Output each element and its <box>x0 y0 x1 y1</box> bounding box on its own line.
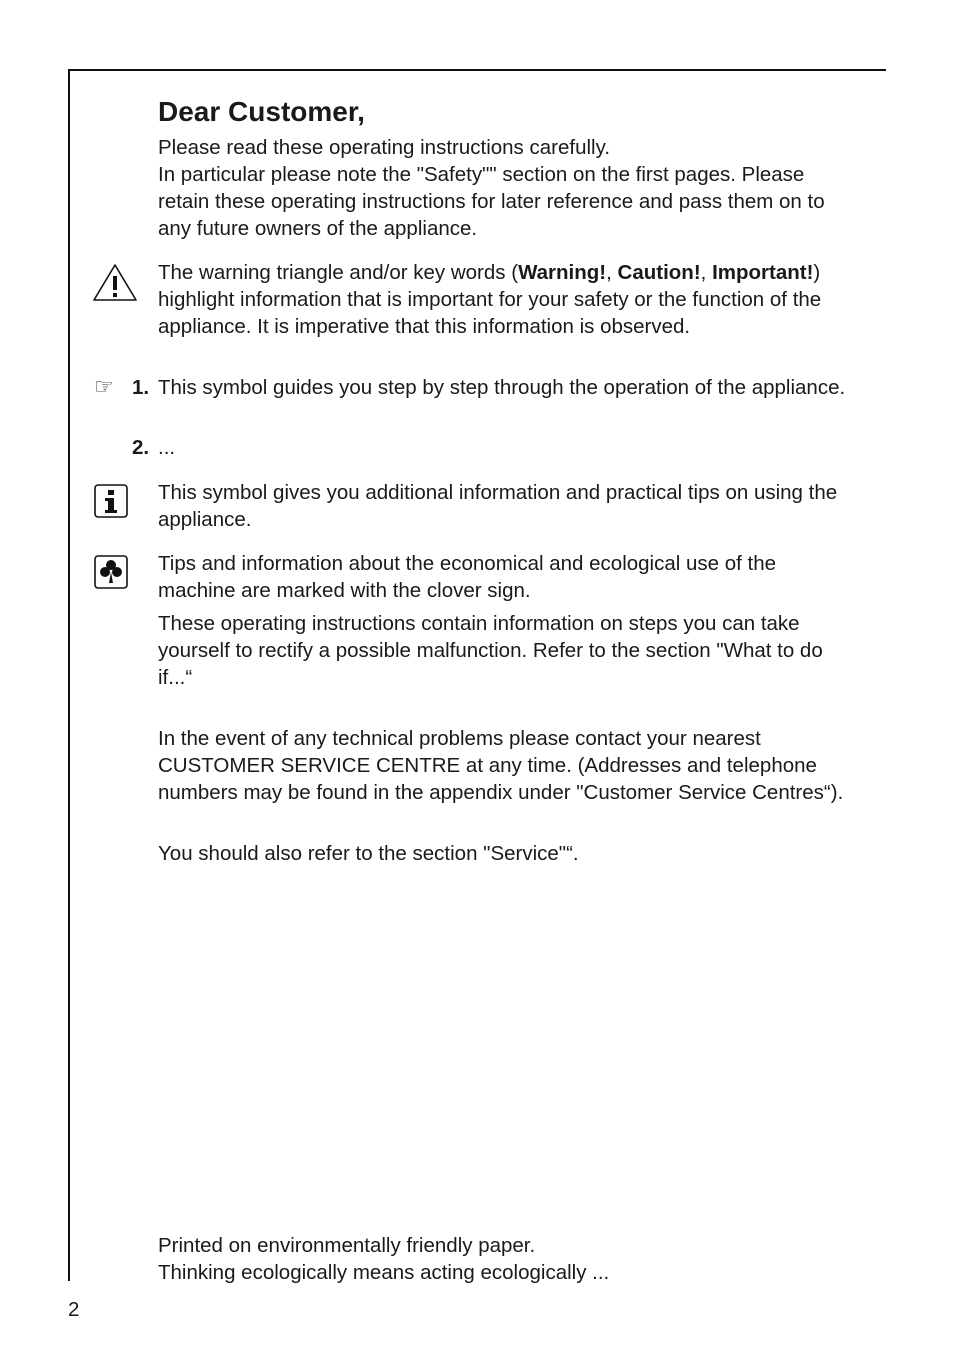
malfunction-paragraph: These operating instructions contain information on steps you can take yourself to rectify a possible malfunction. Refer to the section "What to do if...“ <box>158 612 823 689</box>
step-2-text: ... <box>158 436 176 459</box>
warning-prefix: The warning triangle and/or key words ( <box>158 261 519 284</box>
step-1-number: 1. <box>132 376 150 399</box>
step-1-text: This symbol guides you step by step through the operation of the appliance. <box>158 376 846 399</box>
keyword-important: Important! <box>712 261 814 284</box>
left-rule <box>68 69 70 1281</box>
info-icon <box>94 484 128 523</box>
service-reference: You should also refer to the section "Service"“. <box>158 842 579 865</box>
intro-line-2: In particular please note the "Safety"" section on the first pages. Please retain these operating instructions for later reference and pass them on to any future owners of the appliance. <box>158 163 825 240</box>
clover-paragraph: Tips and information about the economical and ecological use of the machine are marked with the clover sign. <box>158 552 777 602</box>
warning-paragraph <box>158 259 858 340</box>
footer-line-1: Printed on environmentally friendly paper. <box>158 1234 536 1257</box>
top-rule <box>68 69 886 71</box>
warning-triangle-icon <box>92 262 138 307</box>
info-paragraph: This symbol gives you additional information and practical tips on using the appliance. <box>158 481 838 531</box>
clover-icon <box>94 555 128 594</box>
page-number: 2 <box>68 1298 80 1321</box>
intro-line-1: Please read these operating instructions carefully. <box>158 136 611 159</box>
keyword-warning: Warning! <box>518 261 607 284</box>
keyword-caution: Caution! <box>617 261 701 284</box>
warning-suffix: ) highlight information that is important for your safety or the function of the appliance. It is imperative that this information is observed. <box>158 261 822 338</box>
warning-sep: , <box>606 261 618 284</box>
footer-line-2: Thinking ecologically means acting ecologically ... <box>158 1261 610 1284</box>
warning-sep: , <box>700 261 713 284</box>
page-title: Dear Customer, <box>158 96 365 127</box>
pointing-hand-icon: ☞ <box>94 375 114 400</box>
service-contact-paragraph: In the event of any technical problems please contact your nearest CUSTOMER SERVICE CENTRE at any time. (Addresses and telephone numbers may be found in the appendix under "Customer Service Centres“). <box>158 727 844 804</box>
step-2-number: 2. <box>132 436 150 459</box>
